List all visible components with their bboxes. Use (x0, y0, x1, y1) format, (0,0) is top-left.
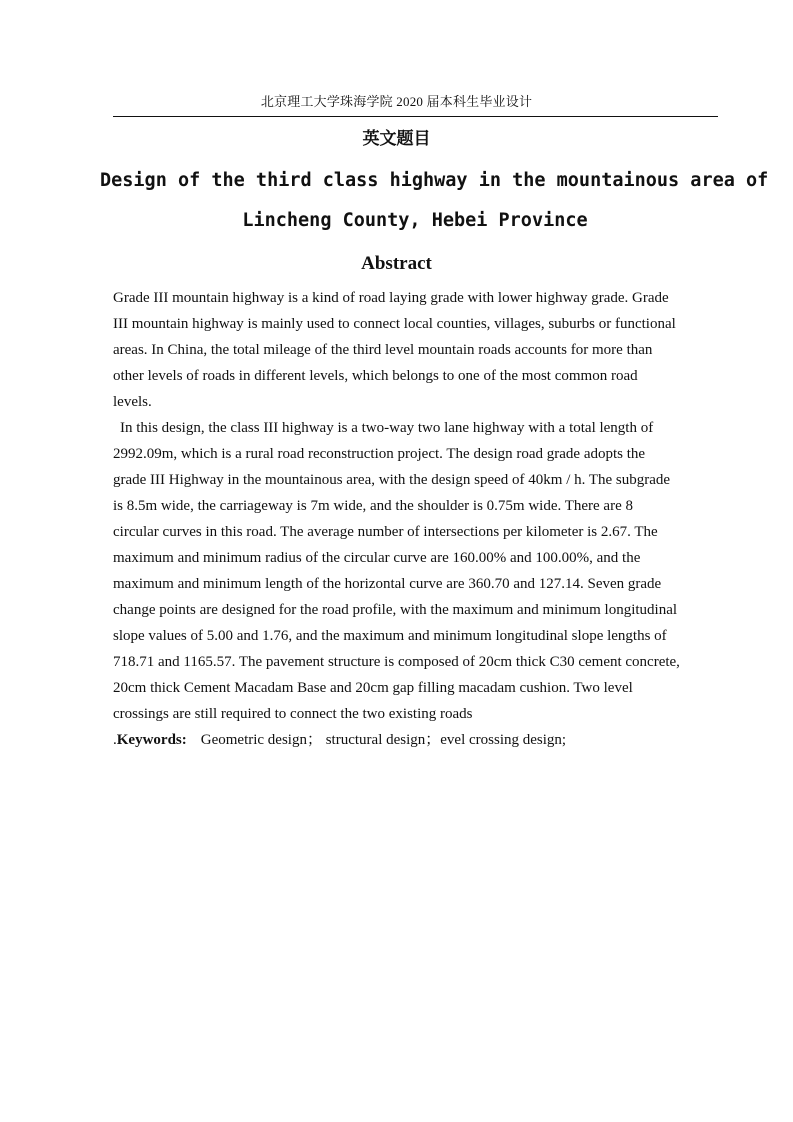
abstract-line: 2992.09m, which is a rural road reconstruction project. The design road grade adopts the (113, 446, 646, 462)
keywords-line (113, 727, 733, 753)
abstract-line: change points are designed for the road profile, with the maximum and minimum longitudinal (113, 602, 678, 618)
abstract-line: areas. In China, the total mileage of the third level mountain roads accounts for more than (113, 342, 653, 358)
abstract-body (113, 285, 733, 753)
abstract-line: levels. (113, 394, 152, 410)
keywords-prefix: . (113, 732, 117, 748)
english-title-line-1: Design of the third class highway in the mountainous area of (100, 170, 769, 191)
abstract-line: Grade III mountain highway is a kind of road laying grade with lower highway grade. Grade (113, 290, 669, 306)
keywords-text: Geometric design； structural design；evel crossing design; (200, 732, 567, 748)
abstract-line: grade III Highway in the mountainous area, with the design speed of 40km / h. The subgrade (113, 472, 671, 488)
abstract-heading: Abstract (361, 253, 432, 274)
abstract-line: 20cm thick Cement Macadam Base and 20cm gap filling macadam cushion. Two level (113, 680, 633, 696)
abstract-line: is 8.5m wide, the carriageway is 7m wide, and the shoulder is 0.75m wide. There are 8 (113, 498, 633, 514)
abstract-line: slope values of 5.00 and 1.76, and the maximum and minimum longitudinal slope lengths of (113, 628, 667, 644)
chinese-title: 英文题目 (362, 129, 431, 149)
running-header: 北京理工大学珠海学院 2020 届本科生毕业设计 (260, 94, 533, 109)
abstract-line: 718.71 and 1165.57. The pavement structure is composed of 20cm thick C30 cement concrete, (113, 654, 680, 670)
abstract-line: crossings are still required to connect the two existing roads (113, 706, 473, 722)
english-title-line-2: Lincheng County, Hebei Province (242, 210, 588, 231)
abstract-line: circular curves in this road. The average number of intersections per kilometer is 2.67. The (113, 524, 658, 540)
abstract-line: III mountain highway is mainly used to connect local counties, villages, suburbs or functional (113, 316, 676, 332)
abstract-line: maximum and minimum radius of the circular curve are 160.00% and 100.00%, and the (113, 550, 641, 566)
abstract-line: maximum and minimum length of the horizontal curve are 360.70 and 127.14. Seven grade (113, 576, 662, 592)
abstract-line: In this design, the class III highway is a two-way two lane highway with a total length of (120, 420, 654, 436)
abstract-line: other levels of roads in different levels, which belongs to one of the most common road (113, 368, 638, 384)
keywords-label: Keywords: (116, 732, 187, 748)
header-rule (113, 116, 718, 117)
